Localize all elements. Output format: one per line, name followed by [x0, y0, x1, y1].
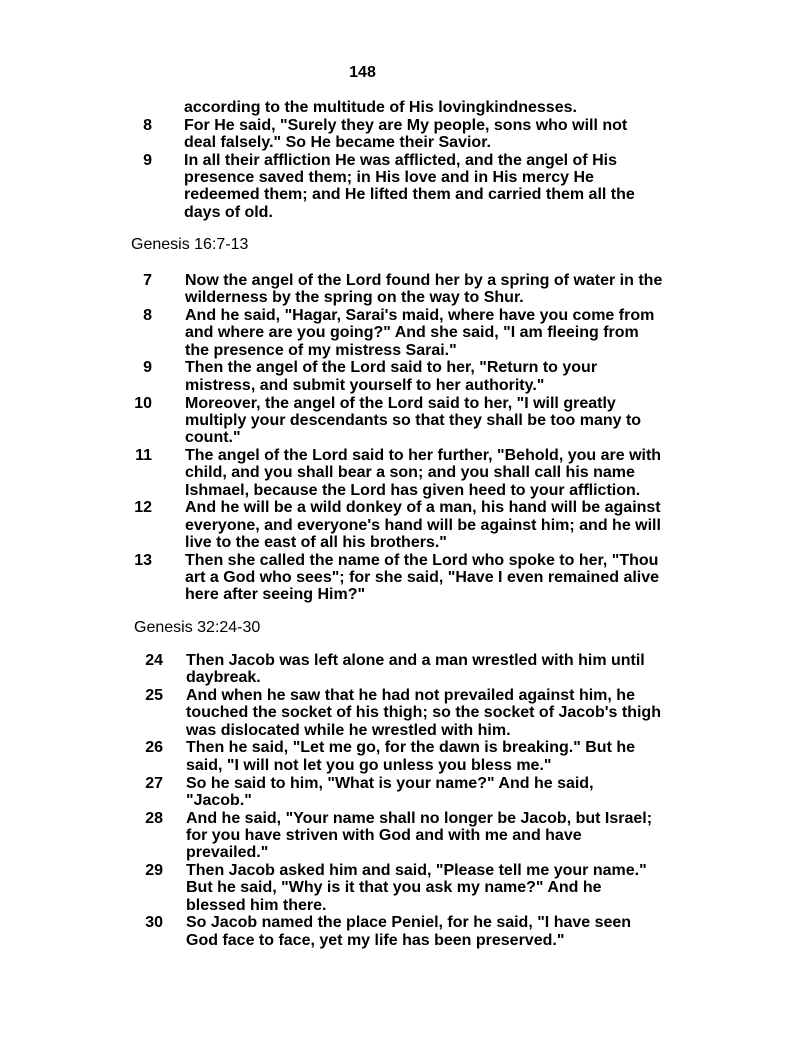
verse-text: Then Jacob was left alone and a man wrestled with him until daybreak. [186, 652, 645, 687]
verse-number: 9 [143, 151, 152, 169]
verse-text: And he will be a wild donkey of a man, his hand will be against everyone, and everyone's hand will be against him; and he will live to the east of all his brothers." [185, 499, 661, 551]
verse-line [130, 739, 710, 774]
verse-number: 13 [134, 551, 152, 569]
isaiah-continuation-block [125, 99, 685, 221]
verse-number: 7 [143, 272, 152, 289]
verse-number: 8 [143, 116, 152, 134]
verse-number: 26 [145, 739, 163, 757]
verse-text: Now the angel of the Lord found her by a spring of water in the wilderness by the spring on the way to Shur. [185, 272, 663, 307]
verse-line [130, 687, 710, 739]
verse-number: 24 [145, 652, 163, 669]
verse-line [130, 652, 710, 687]
verse-line [130, 914, 710, 949]
verse-line [125, 152, 685, 221]
verse-number: 11 [135, 446, 152, 464]
genesis-16-block [125, 272, 705, 604]
section-heading-genesis-32: Genesis 32:24-30 [134, 619, 261, 636]
verse-line [125, 117, 685, 152]
verse-text: The angel of the Lord said to her further, "Behold, you are with child, and you shall bear a son; and you shall call his name Ishmael, because the Lord has given heed to your affliction. [185, 446, 662, 499]
verse-text: In all their affliction He was afflicted, and the angel of His presence saved them; in His love and in His mercy He redeemed them; and He lifted them and carried them all the days of old. [184, 151, 635, 221]
verse-text: And he said, "Hagar, Sarai's maid, where have you come from and where are you going?" And she said, "I am fleeing from the presence of my mistress Sarai." [185, 307, 655, 359]
verse-number [125, 99, 152, 116]
verse-text: according to the multitude of His lovingkindnesses. [184, 99, 577, 116]
verse-line [130, 810, 710, 862]
verse-text: Then the angel of the Lord said to her, "Return to your mistress, and submit yourself to her authority." [185, 359, 598, 394]
verse-line [130, 862, 710, 914]
verse-text: Then she called the name of the Lord who spoke to her, "Thou art a God who sees"; for she said, "Have I even remained alive here after seeing Him?" [185, 551, 660, 604]
verse-line [125, 447, 705, 499]
verse-text: And he said, "Your name shall no longer be Jacob, but Israel; for you have striven with God and with me and have prevailed." [186, 809, 653, 862]
verse-text: For He said, "Surely they are My people, sons who will not deal falsely." So He became their Savior. [184, 116, 628, 152]
verse-text: And when he saw that he had not prevailed against him, he touched the socket of his thigh; so the socket of Jacob's thigh was dislocated while he wrestled with him. [186, 687, 661, 739]
verse-number: 9 [143, 359, 152, 377]
verse-line [125, 307, 705, 359]
verse-line [125, 272, 705, 307]
verse-line [125, 359, 705, 394]
verse-line [125, 99, 685, 116]
genesis-32-block [130, 652, 710, 949]
verse-text: So Jacob named the place Peniel, for he said, "I have seen God face to face, yet my life has been preserved." [186, 914, 632, 949]
verse-line [125, 395, 705, 447]
verse-line [125, 552, 705, 604]
verse-text: Moreover, the angel of the Lord said to her, "I will greatly multiply your descendants so that they shall be too many to count." [185, 394, 642, 447]
verse-number: 8 [143, 307, 152, 325]
verse-text: Then he said, "Let me go, for the dawn is breaking." But he said, "I will not let you go unless you bless me." [186, 739, 636, 774]
section-heading-genesis-16: Genesis 16:7-13 [131, 236, 249, 253]
verse-number: 25 [145, 687, 163, 705]
verse-text: Then Jacob asked him and said, "Please tell me your name." But he said, "Why is it that you ask my name?" And he blessed him there. [186, 862, 647, 914]
verse-line [125, 499, 705, 551]
verse-line [130, 775, 710, 810]
verse-number: 10 [134, 394, 152, 412]
verse-number: 28 [145, 809, 163, 827]
page-number: 148 [349, 64, 376, 81]
verse-text: So he said to him, "What is your name?" And he said, "Jacob." [186, 774, 594, 809]
verse-number: 30 [145, 914, 163, 932]
verse-number: 27 [145, 774, 163, 792]
verse-number: 12 [134, 499, 152, 517]
verse-number: 29 [145, 862, 163, 880]
